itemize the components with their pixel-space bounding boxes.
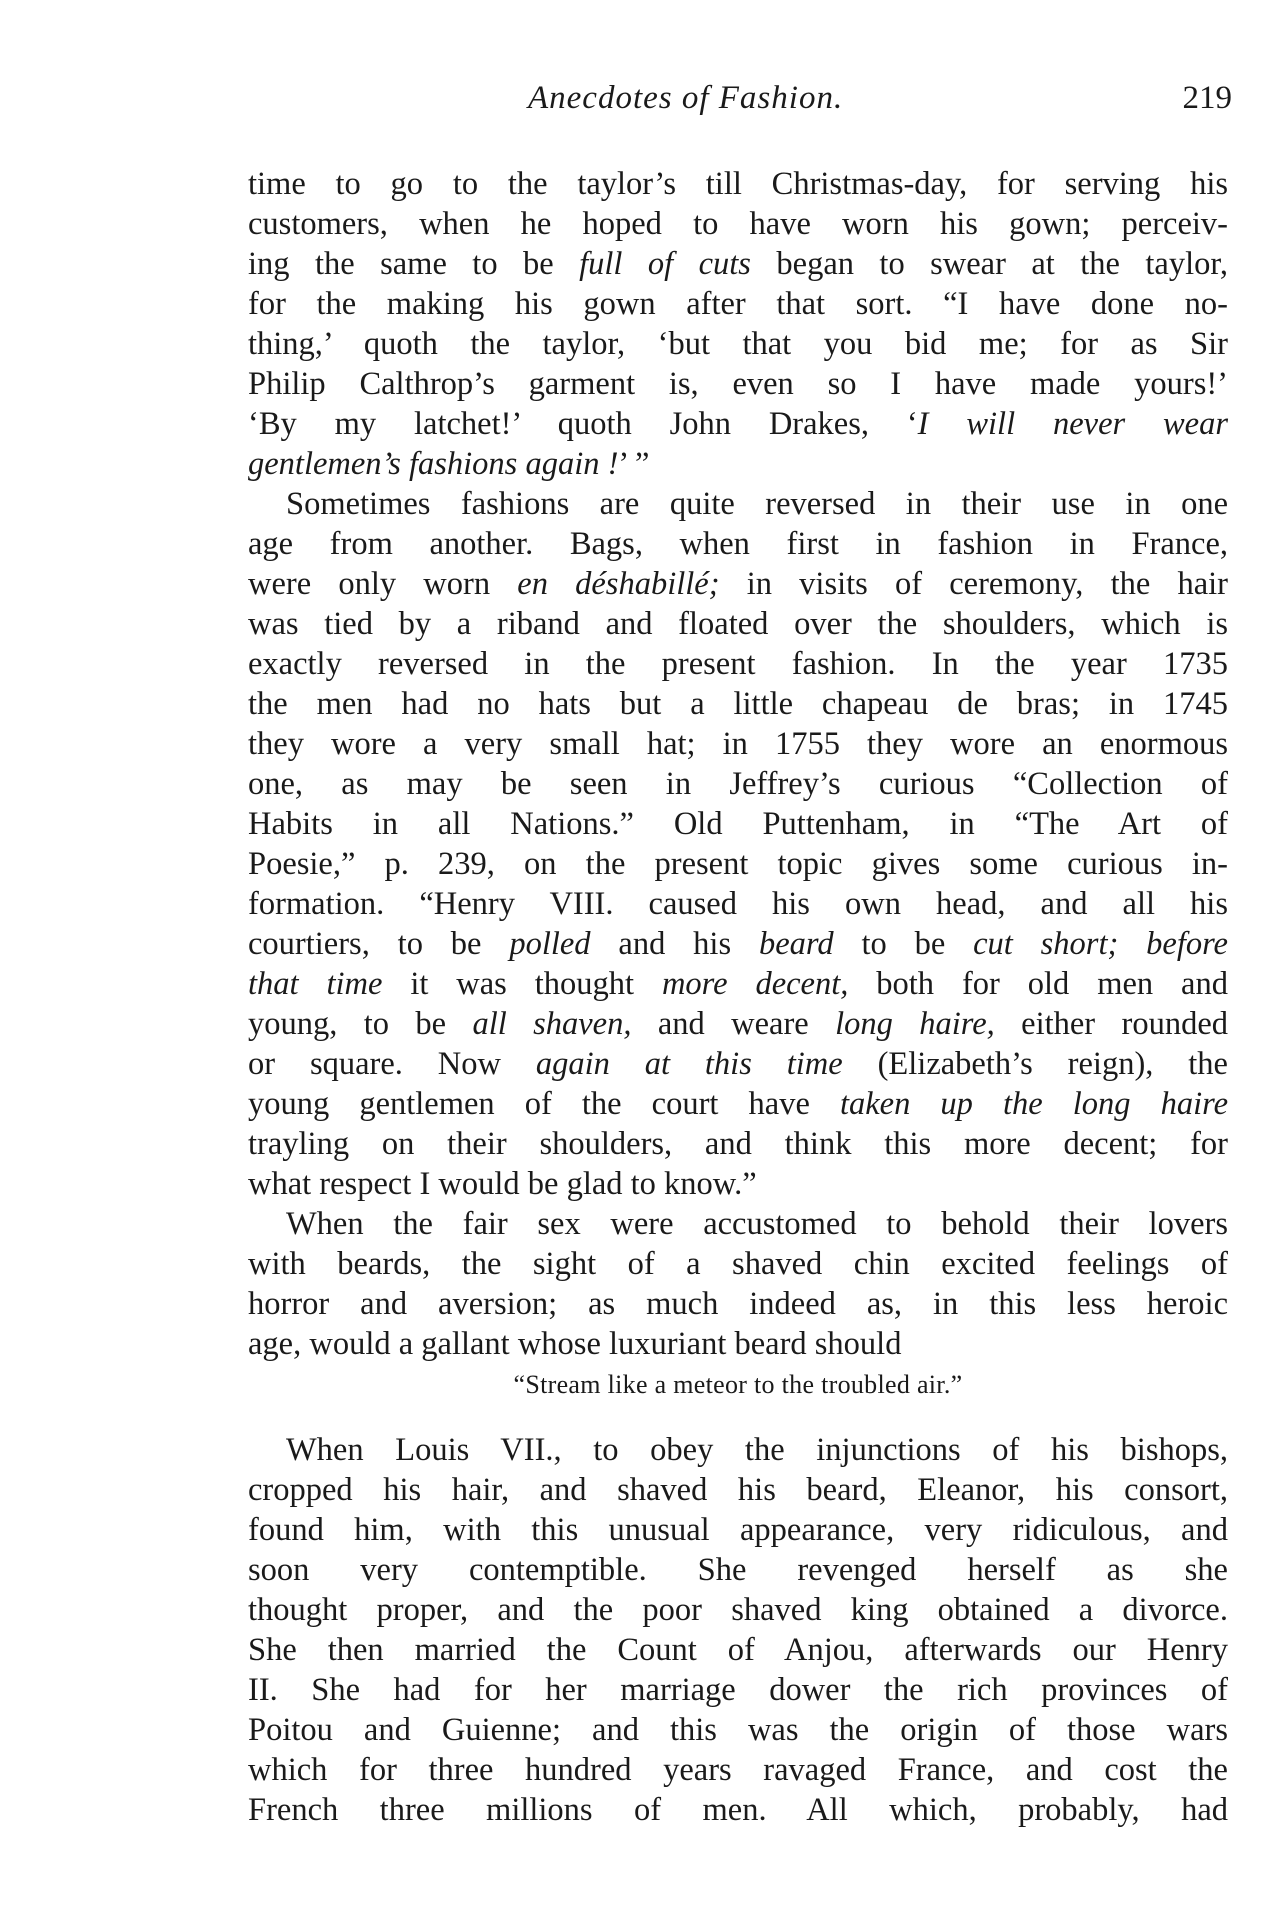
text-line: with beards, the sight of a shaved chin excited feelings of [248, 1246, 1228, 1282]
italic-text: polled [509, 926, 591, 962]
text-line: ‘By my latchet!’ quoth John Drakes, ‘I will never wear [248, 406, 1228, 442]
text-line: customers, when he hoped to have worn his gown; perceiv- [248, 206, 1228, 242]
paragraph [248, 164, 1228, 484]
text-line: French three millions of men. All which, probably, had [248, 1792, 1228, 1828]
paragraph [248, 484, 1228, 1204]
text-line: formation. “Henry VIII. caused his own head, and all his [248, 886, 1228, 922]
running-title: Anecdotes of Fashion. [528, 80, 844, 116]
italic-text: full of cuts [579, 246, 751, 282]
paragraph [248, 1430, 1228, 1830]
body-text-lower [248, 1430, 1228, 1830]
paragraph [248, 1204, 1228, 1364]
text-line: were only worn en déshabillé; in visits of ceremony, the hair [248, 566, 1228, 602]
italic-text: I will never wear [917, 406, 1228, 442]
text-line: Poesie,” p. 239, on the present topic gives some curious in- [248, 846, 1228, 882]
text-line: Philip Calthrop’s garment is, even so I have made yours!’ [248, 366, 1228, 402]
text-line: age from another. Bags, when first in fashion in France, [248, 526, 1228, 562]
text-line: Poitou and Guienne; and this was the origin of those wars [248, 1712, 1228, 1748]
text-line: When the fair sex were accustomed to behold their lovers [286, 1206, 1228, 1242]
text-line: the men had no hats but a little chapeau de bras; in 1745 [248, 686, 1228, 722]
text-line: thing,’ quoth the taylor, ‘but that you bid me; for as Sir [248, 326, 1228, 362]
italic-text: gentlemen’s fashions again ! [248, 446, 619, 482]
text-line: age, would a gallant whose luxuriant beard should [248, 1326, 902, 1362]
text-line: II. She had for her marriage dower the rich provinces of [248, 1672, 1228, 1708]
italic-text: en déshabillé; [517, 566, 720, 602]
text-line: they wore a very small hat; in 1755 they wore an enormous [248, 726, 1228, 762]
text-line: ing the same to be full of cuts began to swear at the taylor, [248, 246, 1229, 282]
text-line: for the making his gown after that sort. “I have done no- [248, 286, 1228, 322]
text-line: one, as may be seen in Jeffrey’s curious “Collection of [248, 766, 1228, 802]
text-line: young, to be all shaven, and weare long haire, either rounded [248, 1006, 1228, 1042]
text-line: gentlemen’s fashions again !’ ” [248, 446, 650, 482]
text-line: that time it was thought more decent, both for old men and [248, 966, 1228, 1002]
italic-text: beard [758, 926, 834, 962]
text-line: what respect I would be glad to know.” [248, 1166, 757, 1202]
italic-text: all shaven, [472, 1006, 632, 1042]
text-line: time to go to the taylor’s till Christmas-day, for serving his [248, 166, 1228, 202]
text-line: young gentlemen of the court have taken up the long haire [248, 1086, 1228, 1122]
text-line: was tied by a riband and floated over the shoulders, which is [248, 606, 1228, 642]
verse-quotation: “Stream like a meteor to the troubled air.” [513, 1370, 963, 1399]
text-line: cropped his hair, and shaved his beard, Eleanor, his consort, [248, 1472, 1228, 1508]
text-line: Sometimes fashions are quite reversed in their use in one [286, 486, 1228, 522]
text-line: When Louis VII., to obey the injunctions of his bishops, [286, 1432, 1228, 1468]
text-line: found him, with this unusual appearance, very ridiculous, and [248, 1512, 1228, 1548]
italic-text: more decent, [661, 966, 849, 1002]
running-head [248, 76, 1232, 126]
page-number: 219 [1182, 80, 1232, 116]
body-text-upper [248, 164, 1228, 1364]
text-line: thought proper, and the poor shaved king obtained a divorce. [248, 1592, 1228, 1628]
text-line: trayling on their shoulders, and think this more decent; for [248, 1126, 1228, 1162]
italic-text: taken up the long haire [839, 1086, 1228, 1122]
text-line: She then married the Count of Anjou, afterwards our Henry [248, 1632, 1228, 1668]
italic-text: again at this time [535, 1046, 843, 1082]
text-line: courtiers, to be polled and his beard to be cut short; before [248, 926, 1228, 962]
text-line: exactly reversed in the present fashion. In the year 1735 [248, 646, 1228, 682]
text-line: or square. Now again at this time (Elizabeth’s reign), the [248, 1046, 1228, 1082]
text-line: horror and aversion; as much indeed as, in this less heroic [248, 1286, 1228, 1322]
text-line: soon very contemptible. She revenged herself as she [248, 1552, 1228, 1588]
text-line: Habits in all Nations.” Old Puttenham, in “The Art of [248, 806, 1228, 842]
italic-text: that time [248, 966, 383, 1002]
italic-text: cut short; before [973, 926, 1228, 962]
text-line: which for three hundred years ravaged France, and cost the [248, 1752, 1228, 1788]
italic-text: long haire, [835, 1006, 995, 1042]
